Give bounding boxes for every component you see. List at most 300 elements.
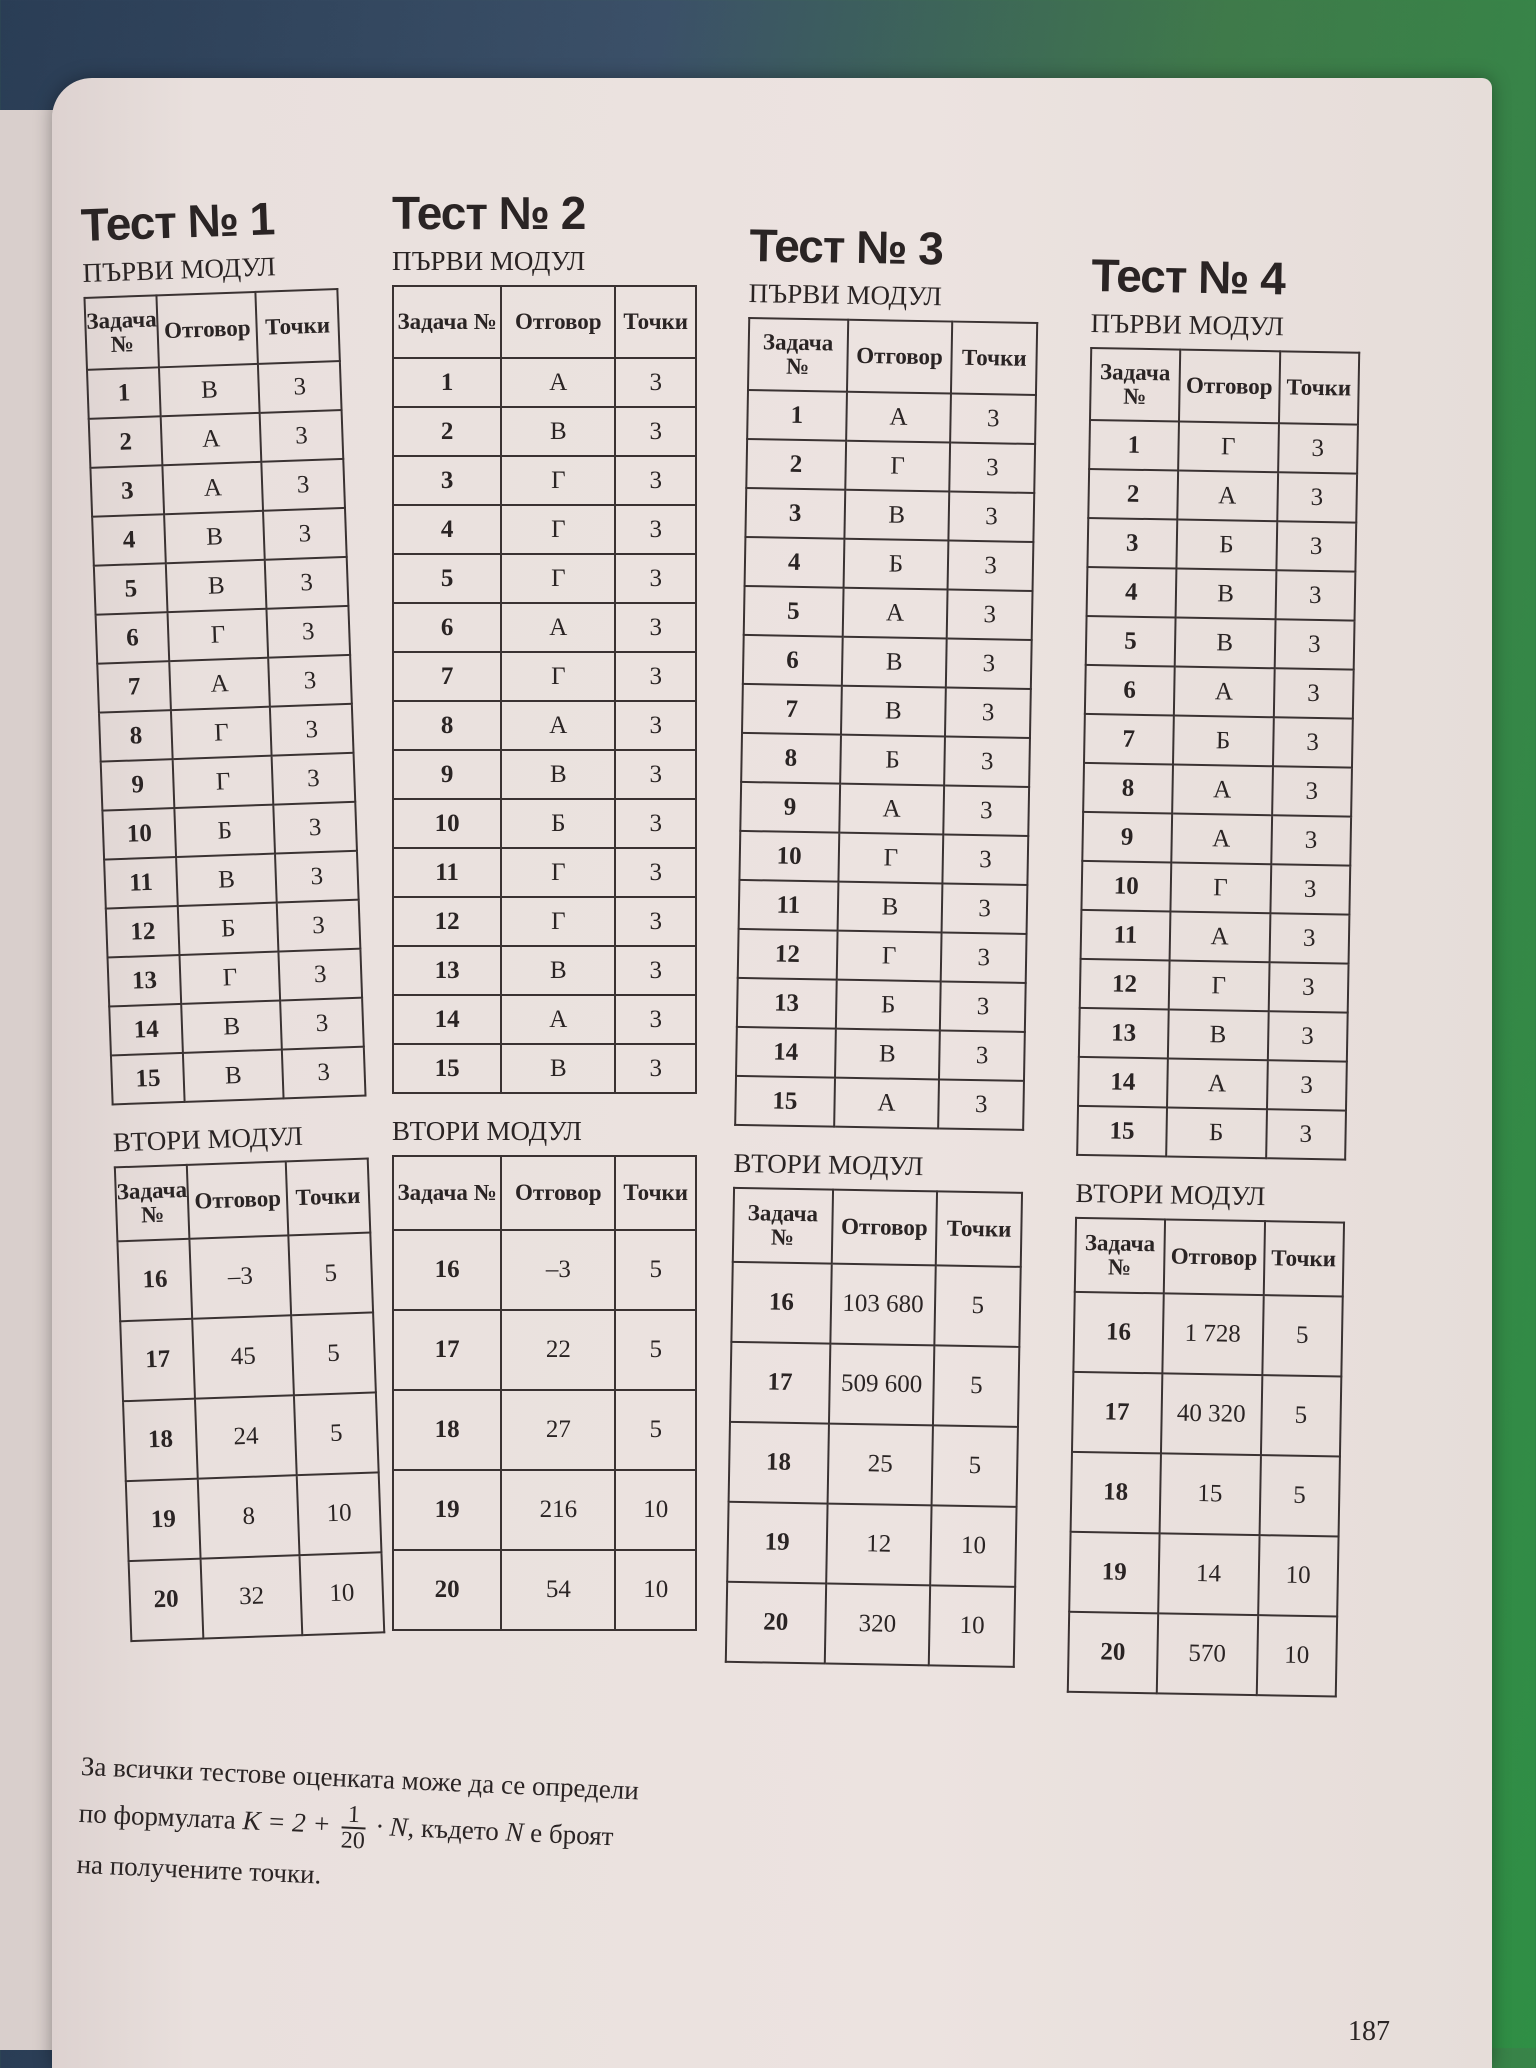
column-header-answer: Отговор [157, 292, 258, 367]
answer-cell: 45 [193, 1315, 294, 1398]
page-number: 187 [1348, 2016, 1390, 2047]
answer-cell: Г [501, 652, 615, 701]
task-number-cell: 12 [393, 897, 501, 946]
answer-cell: 24 [195, 1395, 296, 1478]
fraction-numerator: 1 [341, 1802, 366, 1829]
points-cell: 3 [949, 492, 1034, 542]
task-number-cell: 1 [87, 367, 161, 418]
answer-cell: 15 [1159, 1453, 1260, 1535]
task-number-cell: 9 [101, 759, 175, 810]
points-cell: 3 [942, 883, 1027, 933]
points-cell: 5 [288, 1232, 373, 1315]
answer-cell: 27 [501, 1390, 615, 1470]
task-number-cell: 14 [736, 1027, 835, 1078]
task-number-cell: 1 [1089, 420, 1179, 471]
answer-cell: Г [501, 505, 615, 554]
answer-cell: 14 [1158, 1533, 1259, 1615]
test-column-4 [1067, 248, 1362, 1697]
answer-cell: А [1177, 471, 1278, 522]
points-cell: 3 [278, 949, 362, 1001]
answer-cell: Б [1173, 715, 1274, 766]
task-number-cell: 20 [726, 1582, 826, 1664]
table-row [102, 802, 357, 860]
column-header-task: Задача № [733, 1188, 833, 1264]
points-cell: 5 [1260, 1375, 1341, 1456]
points-cell: 3 [1269, 913, 1349, 963]
table-header-row [84, 289, 339, 370]
table-row [126, 1472, 382, 1561]
task-number-cell: 13 [393, 946, 501, 995]
table-row [729, 1422, 1018, 1507]
second-module-label: ВТОРИ МОДУЛ [733, 1147, 924, 1182]
first-module-label: ПЪРВИ МОДУЛ [748, 277, 943, 312]
table-row [1087, 567, 1356, 621]
points-cell: 10 [299, 1552, 384, 1635]
table-row [742, 684, 1031, 738]
task-number-cell: 5 [393, 554, 501, 603]
table-row [87, 361, 342, 419]
task-number-cell: 14 [1078, 1057, 1168, 1108]
task-number-cell: 16 [393, 1230, 501, 1310]
points-cell: 3 [615, 946, 696, 995]
table-row [108, 949, 363, 1007]
table-row [393, 456, 696, 505]
test-title: Тест № 1 [80, 192, 276, 251]
answer-cell: А [834, 1078, 940, 1129]
answer-cell: В [501, 407, 615, 456]
task-number-cell: 8 [1083, 763, 1173, 814]
points-cell: 10 [615, 1470, 696, 1550]
second-module-label: ВТОРИ МОДУЛ [1075, 1177, 1266, 1212]
table-row [1088, 469, 1357, 523]
task-number-cell: 17 [120, 1319, 195, 1401]
table-row [1086, 616, 1355, 670]
points-cell: 3 [1278, 423, 1358, 473]
formula-variable: N [504, 1816, 525, 1848]
table-row [123, 1392, 379, 1481]
answer-cell: А [161, 413, 261, 465]
column-header-points: Точки [936, 1191, 1022, 1266]
points-cell: 3 [272, 753, 356, 805]
answer-cell: А [501, 701, 615, 750]
points-cell: 3 [615, 554, 696, 603]
answer-cell: В [183, 1049, 283, 1101]
table-row [1085, 665, 1354, 719]
task-number-cell: 19 [126, 1479, 201, 1561]
task-number-cell: 5 [744, 586, 843, 637]
points-cell: 3 [280, 998, 364, 1050]
answer-cell: Б [840, 735, 946, 786]
points-cell: 3 [615, 750, 696, 799]
table-row [393, 1390, 696, 1470]
column-header-answer: Отговор [1164, 1219, 1265, 1295]
points-cell: 5 [615, 1310, 696, 1390]
table-header-row [733, 1188, 1022, 1267]
table-row [739, 831, 1028, 885]
task-number-cell: 19 [1069, 1532, 1159, 1614]
answer-cell: В [164, 511, 264, 563]
first-module-table [83, 288, 366, 1105]
table-row [393, 652, 696, 701]
note-line-1: За всички тестове оценката може да се определи [80, 1750, 640, 1806]
task-number-cell: 1 [393, 358, 501, 407]
points-cell: 5 [932, 1425, 1018, 1506]
task-number-cell: 13 [1079, 1008, 1169, 1059]
answer-cell: Г [501, 554, 615, 603]
answer-cell: 32 [201, 1555, 302, 1638]
table-row [96, 606, 351, 664]
task-number-cell: 20 [1068, 1612, 1158, 1694]
points-cell: 3 [615, 995, 696, 1044]
points-cell: 3 [265, 557, 349, 609]
table-row [92, 508, 347, 566]
answer-cell: А [170, 658, 270, 710]
answer-cell: 12 [826, 1504, 932, 1586]
task-number-cell: 16 [117, 1239, 192, 1321]
second-module-table [1067, 1217, 1345, 1698]
table-row [106, 900, 361, 958]
points-cell: 5 [1262, 1295, 1343, 1376]
table-row [393, 1230, 696, 1310]
table-row [727, 1502, 1016, 1587]
table-row [1077, 1106, 1346, 1160]
answer-cell: Г [171, 707, 271, 759]
column-header-answer: Отговор [501, 286, 615, 358]
points-cell: 3 [1276, 521, 1356, 571]
answer-cell: А [1167, 1058, 1268, 1109]
table-row [90, 459, 345, 517]
answer-cell: В [501, 1044, 615, 1093]
answer-cell: Б [843, 539, 949, 590]
table-row [737, 978, 1026, 1032]
answer-cell: –3 [190, 1235, 291, 1318]
table-row [393, 946, 696, 995]
answer-cell: А [501, 995, 615, 1044]
first-module-table [1076, 347, 1360, 1161]
first-module-label: ПЪРВИ МОДУЛ [82, 251, 277, 288]
task-number-cell: 20 [393, 1550, 501, 1630]
table-row [736, 1027, 1025, 1081]
points-cell: 3 [950, 443, 1035, 493]
table-row [739, 880, 1028, 934]
table-row [101, 753, 356, 811]
fraction-denominator: 20 [340, 1827, 366, 1855]
table-row [129, 1552, 385, 1641]
task-number-cell: 18 [393, 1390, 501, 1470]
answer-cell: А [1174, 667, 1275, 718]
table-row [117, 1232, 373, 1321]
table-header-row [393, 1156, 696, 1230]
points-cell: 3 [261, 459, 345, 511]
answer-cell: В [159, 364, 259, 416]
table-row [393, 1044, 696, 1093]
task-number-cell: 6 [1085, 665, 1175, 716]
task-number-cell: 3 [90, 465, 164, 516]
points-cell: 3 [615, 799, 696, 848]
answer-cell: Г [501, 848, 615, 897]
table-row [1089, 420, 1358, 474]
task-number-cell: 14 [393, 995, 501, 1044]
answer-cell: Г [168, 609, 268, 661]
points-cell: 3 [615, 407, 696, 456]
column-header-points: Точки [615, 286, 696, 358]
answer-cell: 103 680 [830, 1264, 936, 1346]
table-row [1078, 1057, 1347, 1111]
points-cell: 3 [948, 541, 1033, 591]
table-row [94, 557, 349, 615]
answer-cell: 8 [198, 1475, 299, 1558]
column-header-task: Задача № [84, 295, 159, 369]
points-cell: 5 [294, 1392, 379, 1475]
answer-cell: Б [501, 799, 615, 848]
answer-cell: 25 [827, 1424, 933, 1506]
column-header-answer: Отговор [1179, 350, 1280, 424]
answer-cell: В [835, 1029, 941, 1080]
first-module-table [392, 285, 697, 1094]
table-header-row [1090, 348, 1359, 425]
note-text: е броят [529, 1817, 615, 1852]
first-module-label: ПЪРВИ МОДУЛ [1090, 307, 1285, 342]
second-module-table [392, 1155, 697, 1631]
task-number-cell: 13 [737, 978, 836, 1029]
table-row [393, 897, 696, 946]
table-row [1080, 959, 1349, 1013]
column-header-points: Точки [1263, 1221, 1344, 1296]
table-row [393, 750, 696, 799]
column-header-points: Точки [615, 1156, 696, 1230]
answer-cell: 509 600 [829, 1344, 935, 1426]
table-row [109, 998, 364, 1056]
points-cell: 3 [275, 851, 359, 903]
points-cell: 3 [1267, 1060, 1347, 1110]
column-header-task: Задача № [1075, 1218, 1165, 1294]
table-row [738, 929, 1027, 983]
note-line-3: на получените точки. [76, 1848, 323, 1890]
answer-cell: В [841, 686, 947, 737]
first-module-label: ПЪРВИ МОДУЛ [392, 246, 586, 276]
points-cell: 3 [615, 897, 696, 946]
task-number-cell: 2 [393, 407, 501, 456]
points-cell: 3 [944, 736, 1029, 786]
answer-cell: В [1175, 569, 1276, 620]
points-cell: 3 [944, 785, 1029, 835]
task-number-cell: 2 [1088, 469, 1178, 520]
task-number-cell: 12 [738, 929, 837, 980]
points-cell: 3 [268, 655, 352, 707]
task-number-cell: 7 [97, 661, 171, 712]
points-cell: 10 [1256, 1615, 1337, 1696]
points-cell: 3 [947, 590, 1032, 640]
test-column-3 [725, 218, 1040, 1668]
answer-cell: 320 [824, 1584, 930, 1666]
column-header-answer: Отговор [847, 320, 953, 394]
points-cell: 5 [933, 1345, 1019, 1426]
column-header-task: Задача № [748, 318, 848, 392]
table-row [393, 995, 696, 1044]
table-row [745, 537, 1034, 591]
points-cell: 3 [945, 687, 1030, 737]
table-row [1068, 1612, 1337, 1697]
points-cell: 3 [263, 508, 347, 560]
note-text: по формулата [78, 1798, 237, 1836]
answer-cell: В [501, 946, 615, 995]
answer-cell: В [1174, 618, 1275, 669]
task-number-cell: 2 [746, 439, 845, 490]
points-cell: 3 [1270, 864, 1350, 914]
task-number-cell: 10 [393, 799, 501, 848]
task-number-cell: 4 [745, 537, 844, 588]
table-row [393, 1470, 696, 1550]
points-cell: 3 [615, 505, 696, 554]
table-row [1081, 910, 1350, 964]
points-cell: 3 [1273, 668, 1353, 718]
table-row [97, 655, 352, 713]
task-number-cell: 15 [111, 1053, 185, 1104]
answer-cell: В [841, 637, 947, 688]
table-row [745, 488, 1034, 542]
column-header-points: Точки [255, 289, 339, 364]
task-number-cell: 10 [1081, 861, 1171, 912]
points-cell: 5 [935, 1265, 1021, 1346]
task-number-cell: 7 [393, 652, 501, 701]
task-number-cell: 18 [1071, 1452, 1161, 1534]
column-header-answer: Отговор [501, 1156, 615, 1230]
answer-cell: Б [1166, 1107, 1267, 1158]
answer-cell: В [837, 882, 943, 933]
points-cell: 3 [940, 981, 1025, 1031]
answer-cell: 216 [501, 1470, 615, 1550]
answer-cell: Г [845, 441, 951, 492]
test-column-2 [392, 186, 697, 1631]
column-header-points: Точки [286, 1159, 371, 1236]
task-number-cell: 6 [96, 612, 170, 663]
answer-cell: 22 [501, 1310, 615, 1390]
points-cell: 3 [273, 802, 357, 854]
table-row [730, 1342, 1019, 1427]
answer-cell: А [1169, 911, 1270, 962]
task-number-cell: 4 [393, 505, 501, 554]
formula-fraction [340, 1802, 366, 1853]
table-row [1083, 763, 1352, 817]
task-number-cell: 19 [393, 1470, 501, 1550]
table-row [111, 1047, 366, 1105]
table-row [393, 799, 696, 848]
task-number-cell: 4 [1087, 567, 1177, 618]
task-number-cell: 17 [393, 1310, 501, 1390]
task-number-cell: 15 [735, 1076, 834, 1127]
answer-cell: А [846, 392, 952, 443]
table-row [104, 851, 359, 909]
answer-cell: А [501, 603, 615, 652]
points-cell: 5 [1259, 1455, 1340, 1536]
points-cell: 3 [260, 410, 344, 462]
table-row [747, 390, 1036, 444]
answer-cell: Г [501, 456, 615, 505]
table-header-row [393, 286, 696, 358]
answer-cell: В [844, 490, 950, 541]
task-number-cell: 18 [123, 1399, 198, 1481]
table-row [393, 701, 696, 750]
task-number-cell: 5 [1086, 616, 1176, 667]
points-cell: 3 [946, 639, 1031, 689]
column-header-task: Задача № [115, 1165, 190, 1241]
answer-cell: Б [175, 805, 275, 857]
points-cell: 3 [615, 848, 696, 897]
task-number-cell: 9 [1082, 812, 1172, 863]
table-header-row [748, 318, 1037, 395]
task-number-cell: 15 [393, 1044, 501, 1093]
task-number-cell: 2 [89, 416, 163, 467]
task-number-cell: 3 [1087, 518, 1177, 569]
second-module-table [114, 1158, 385, 1643]
table-row [735, 1076, 1024, 1130]
points-cell: 3 [1272, 766, 1352, 816]
table-row [393, 505, 696, 554]
answer-cell: Б [178, 903, 278, 955]
answer-cell: В [1168, 1009, 1269, 1060]
answer-cell: Б [835, 980, 941, 1031]
test-column-1 [80, 189, 385, 1642]
task-number-cell: 3 [745, 488, 844, 539]
task-number-cell: 12 [106, 906, 180, 957]
table-row [1069, 1532, 1338, 1617]
answer-cell: В [166, 560, 266, 612]
answer-cell: Г [501, 897, 615, 946]
answer-cell: А [1172, 764, 1273, 815]
table-row [746, 439, 1035, 493]
note-text: , където [406, 1812, 500, 1847]
table-row [1079, 1008, 1348, 1062]
points-cell: 10 [929, 1585, 1015, 1666]
points-cell: 10 [297, 1472, 382, 1555]
points-cell: 3 [615, 701, 696, 750]
points-cell: 3 [1268, 962, 1348, 1012]
formula-rhs: · N [375, 1811, 409, 1843]
table-row [393, 848, 696, 897]
task-number-cell: 11 [739, 880, 838, 931]
answer-cell: Г [1170, 862, 1271, 913]
table-row [99, 704, 354, 762]
points-cell: 3 [615, 652, 696, 701]
task-number-cell: 6 [393, 603, 501, 652]
task-number-cell: 18 [729, 1422, 829, 1504]
answer-cell: А [842, 588, 948, 639]
task-number-cell: 10 [739, 831, 838, 882]
task-number-cell: 8 [393, 701, 501, 750]
table-row [726, 1582, 1015, 1667]
task-number-cell: 20 [129, 1559, 204, 1641]
answer-cell: 570 [1157, 1613, 1258, 1695]
table-row [1087, 518, 1356, 572]
points-cell: 3 [1277, 472, 1357, 522]
points-cell: 10 [1258, 1535, 1339, 1616]
points-cell: 3 [282, 1047, 366, 1099]
points-cell: 3 [1267, 1011, 1347, 1061]
task-number-cell: 1 [747, 390, 846, 441]
task-number-cell: 16 [1073, 1292, 1163, 1374]
column-header-task: Задача № [393, 1156, 501, 1230]
answer-cell: 1 728 [1162, 1293, 1263, 1375]
task-number-cell: 8 [99, 710, 173, 761]
points-cell: 3 [1271, 815, 1351, 865]
points-cell: 3 [615, 456, 696, 505]
points-cell: 3 [1272, 717, 1352, 767]
task-number-cell: 19 [727, 1502, 827, 1584]
points-cell: 3 [943, 834, 1028, 884]
points-cell: 3 [1266, 1109, 1346, 1159]
answer-cell: Г [180, 952, 280, 1004]
column-header-points: Точки [951, 322, 1037, 395]
